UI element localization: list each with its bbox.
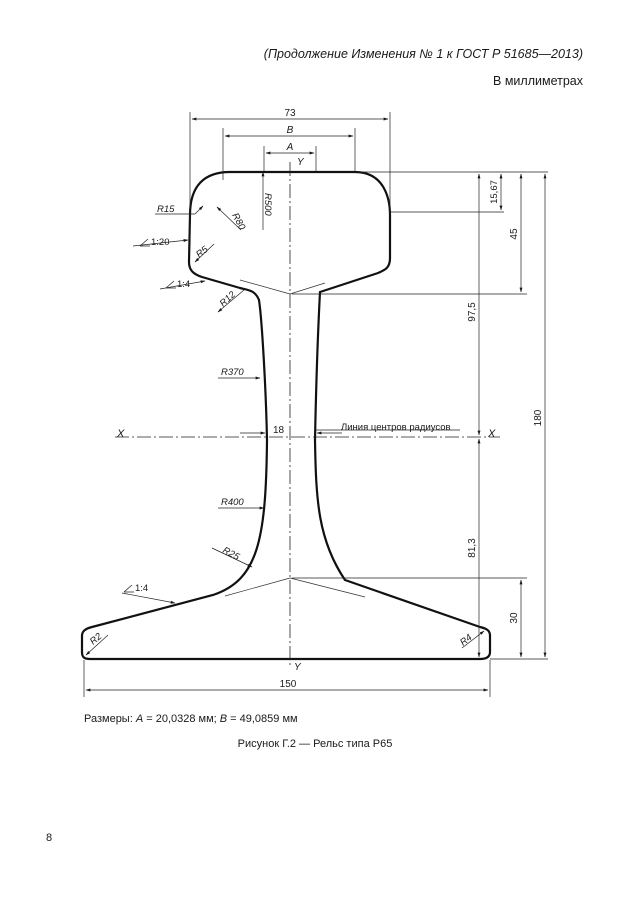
- slope-1-20: 1:20: [151, 237, 170, 248]
- axis-y-bottom: Y: [294, 662, 301, 673]
- slope-1-4-bottom-icon: [124, 585, 134, 592]
- figure-caption: Рисунок Г.2 — Рельс типа Р65: [237, 738, 393, 750]
- dim-81-3: 81,3: [467, 538, 478, 558]
- dim-15-67: 15,67: [489, 180, 500, 204]
- radius-r4: R4: [458, 632, 475, 649]
- radius-r15: R15: [157, 204, 175, 215]
- dims-a-value: = 20,0328 мм;: [143, 713, 220, 725]
- continuation-header: (Продолжение Изменения № 1 к ГОСТ Р 51685—2013): [263, 47, 583, 61]
- dims-prefix: Размеры:: [84, 713, 136, 725]
- slope-1-4-bottom: 1:4: [135, 583, 149, 594]
- radius-r370: R370: [221, 367, 244, 378]
- dim-30: 30: [509, 612, 520, 624]
- axis-y-top: Y: [297, 157, 304, 168]
- radius-r400: R400: [221, 497, 244, 508]
- base-center-line-right: [290, 578, 365, 597]
- dim-b: B: [286, 125, 294, 136]
- axis-x-left: X: [117, 428, 125, 440]
- slope-1-4-top: 1:4: [177, 279, 191, 290]
- radius-r5: R5: [194, 244, 211, 261]
- dim-180: 180: [533, 409, 544, 427]
- radius-r2: R2: [87, 631, 105, 648]
- radius-r500: R500: [262, 193, 273, 216]
- dims-b-value: = 49,0859 мм: [227, 713, 298, 725]
- radius-r12: R12: [217, 289, 238, 310]
- centers-line-label: Линия центров радиусов: [341, 422, 451, 433]
- dim-150: 150: [279, 679, 297, 690]
- radius-r25: R25: [220, 544, 242, 563]
- dim-73: 73: [284, 108, 296, 119]
- page-number: 8: [46, 832, 53, 844]
- radius-r80: R80: [229, 211, 248, 232]
- base-center-line-left: [225, 578, 290, 596]
- dim-a: A: [286, 142, 294, 153]
- dimensions-note: [84, 713, 298, 725]
- dim-97-5: 97,5: [467, 302, 478, 322]
- dims-b-symbol: B: [219, 713, 228, 725]
- dim-45: 45: [509, 228, 520, 240]
- head-center-line-left: [240, 280, 290, 294]
- dims-a-symbol: A: [135, 713, 144, 725]
- dim-18: 18: [273, 425, 285, 436]
- units-label: В миллиметрах: [493, 74, 583, 88]
- axis-x-right: X: [488, 428, 496, 440]
